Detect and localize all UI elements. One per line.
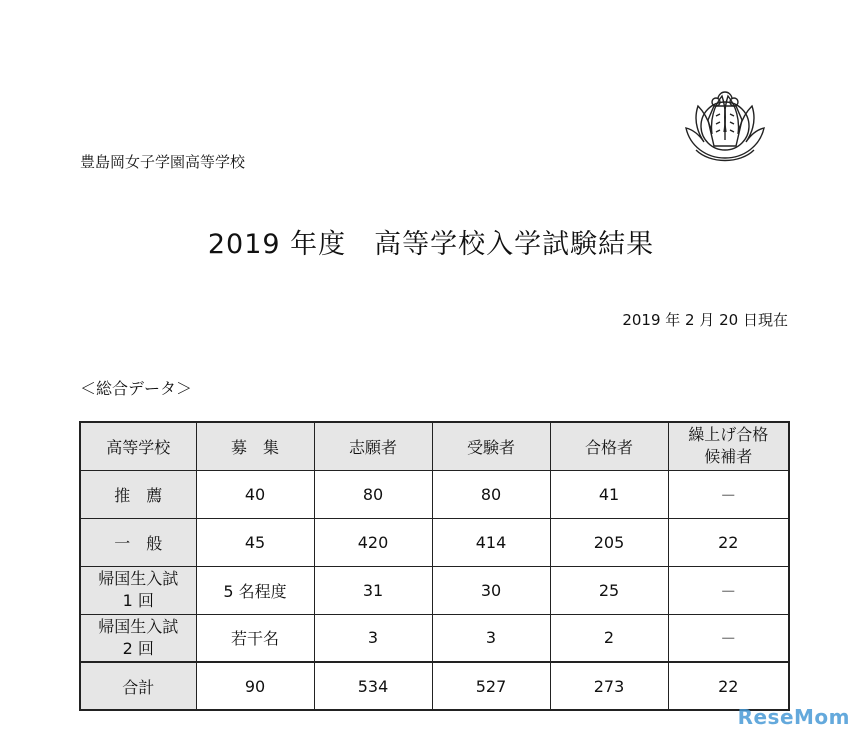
table-cell: 40 <box>196 470 314 518</box>
page-title: 2019 年度 高等学校入学試験結果 <box>207 229 655 260</box>
table-cell: 3 <box>432 614 550 662</box>
table-cell: － <box>668 614 789 662</box>
table-cell: 25 <box>550 566 668 614</box>
column-header-waitlist <box>668 422 789 470</box>
row-label-line: 帰国生入試 <box>98 616 179 636</box>
table-cell: 若干名 <box>196 614 314 662</box>
school-emblem-icon <box>676 80 774 166</box>
table-cell: 41 <box>550 470 668 518</box>
row-label: 合計 <box>80 662 196 710</box>
table-cell: 534 <box>314 662 432 710</box>
table-cell: 22 <box>668 518 789 566</box>
table-cell: － <box>668 470 789 518</box>
column-header: 受験者 <box>432 422 550 470</box>
table-cell: 527 <box>432 662 550 710</box>
column-header: 合格者 <box>550 422 668 470</box>
table-cell: 5 名程度 <box>196 566 314 614</box>
table-cell: 31 <box>314 566 432 614</box>
table-cell: 2 <box>550 614 668 662</box>
table-cell: 273 <box>550 662 668 710</box>
column-header: 募 集 <box>196 422 314 470</box>
table-cell: 45 <box>196 518 314 566</box>
section-label: ＜総合データ＞ <box>80 379 193 398</box>
table-row <box>80 566 789 614</box>
table-cell: 90 <box>196 662 314 710</box>
column-header-line: 繰上げ合格 <box>688 425 769 445</box>
table-row <box>80 614 789 662</box>
results-table <box>79 421 790 711</box>
table-cell: 420 <box>314 518 432 566</box>
row-label: 推 薦 <box>80 470 196 518</box>
table-cell: 80 <box>432 470 550 518</box>
table-cell: 80 <box>314 470 432 518</box>
row-label-line: 2 回 <box>122 638 154 658</box>
as-of-date: 2019 年 2 月 20 日現在 <box>622 311 788 329</box>
table-cell: 414 <box>432 518 550 566</box>
school-name: 豊島岡女子学園高等学校 <box>80 153 246 171</box>
row-label-line: 帰国生入試 <box>98 569 179 588</box>
table-cell: 3 <box>314 614 432 662</box>
table-cell: 22 <box>668 662 789 710</box>
table-row <box>80 470 789 518</box>
table-total-row <box>80 662 789 710</box>
row-label: 一 般 <box>80 518 196 566</box>
table-header-row <box>80 422 789 470</box>
table-cell: 30 <box>432 566 550 614</box>
table-cell: 205 <box>550 518 668 566</box>
column-header: 高等学校 <box>80 422 196 470</box>
row-label-line: 1 回 <box>122 591 154 610</box>
column-header: 志願者 <box>314 422 432 470</box>
row-label <box>80 566 196 614</box>
watermark: ReseMom <box>737 705 850 729</box>
row-label <box>80 614 196 662</box>
column-header-line: 候補者 <box>704 447 753 467</box>
table-row <box>80 518 789 566</box>
table-cell: － <box>668 566 789 614</box>
